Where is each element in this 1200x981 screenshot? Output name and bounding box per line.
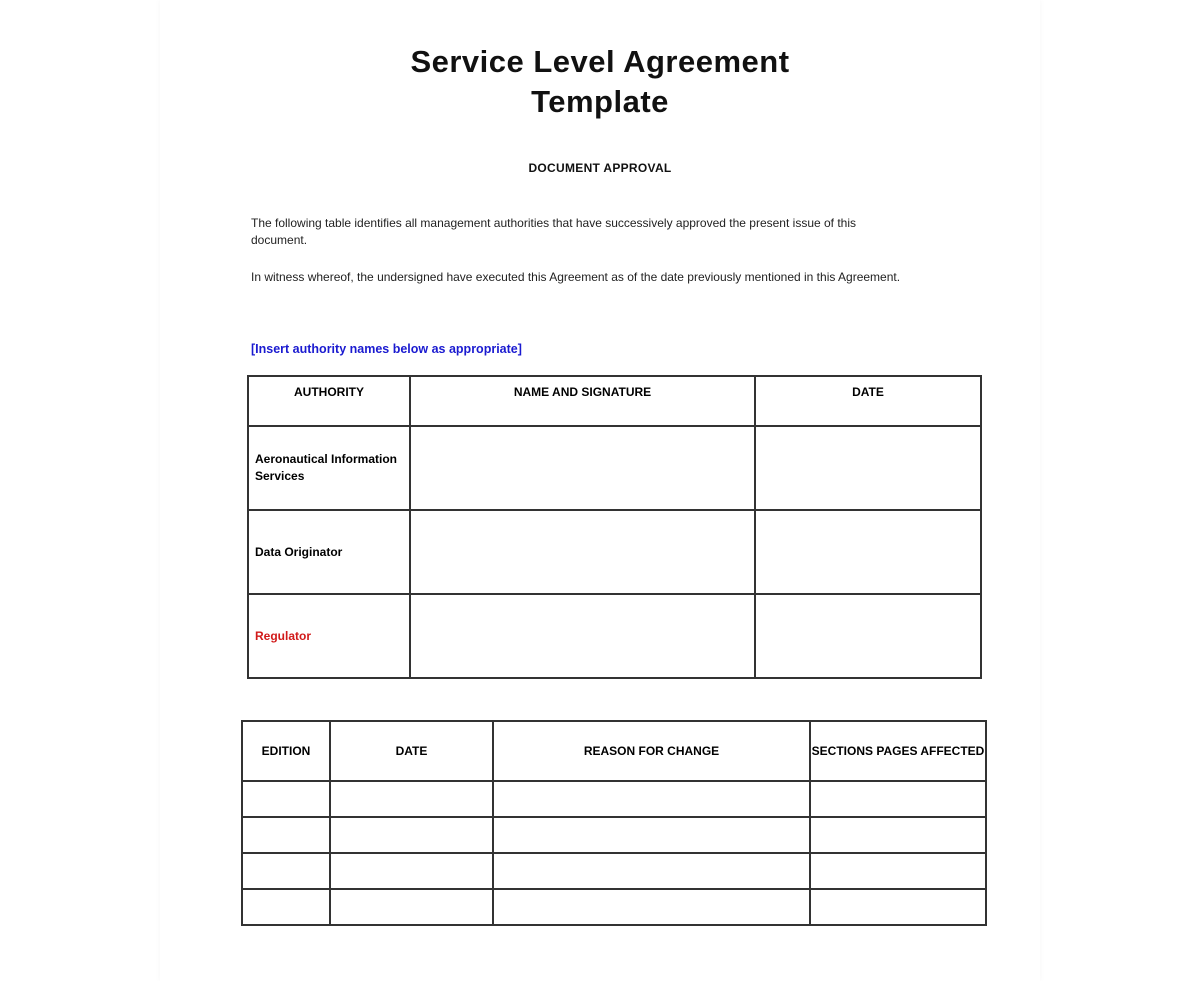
edition-field[interactable] — [242, 853, 330, 889]
title-line-2: Template — [531, 84, 669, 119]
name-signature-field[interactable] — [410, 510, 755, 594]
column-header-date: DATE — [755, 376, 981, 426]
table-row — [248, 426, 981, 510]
title-line-1: Service Level Agreement — [410, 44, 790, 79]
edition-field[interactable] — [242, 817, 330, 853]
date-field[interactable] — [330, 853, 493, 889]
sections-field[interactable] — [810, 817, 986, 853]
table-row — [242, 817, 986, 853]
table-row — [248, 510, 981, 594]
edition-field[interactable] — [242, 781, 330, 817]
authority-cell: Regulator — [248, 594, 410, 678]
edition-table-header-row — [242, 721, 986, 781]
date-field[interactable] — [330, 817, 493, 853]
date-field[interactable] — [755, 426, 981, 510]
instruction-note: [Insert authority names below as appropriate] — [251, 342, 522, 356]
sections-field[interactable] — [810, 853, 986, 889]
reason-field[interactable] — [493, 853, 810, 889]
sections-field[interactable] — [810, 781, 986, 817]
page-title — [160, 42, 1040, 122]
column-header-date: DATE — [330, 721, 493, 781]
column-header-edition: EDITION — [242, 721, 330, 781]
date-field[interactable] — [330, 781, 493, 817]
table-row — [242, 781, 986, 817]
edition-field[interactable] — [242, 889, 330, 925]
name-signature-field[interactable] — [410, 594, 755, 678]
name-signature-field[interactable] — [410, 426, 755, 510]
edition-history-table — [241, 720, 987, 926]
witness-paragraph: In witness whereof, the undersigned have executed this Agreement as of the date previously mentioned in this Agreement. — [251, 270, 901, 284]
intro-paragraph: The following table identifies all management authorities that have successively approved the present issue of this document. — [251, 216, 857, 247]
reason-field[interactable] — [493, 817, 810, 853]
column-header-sections: SECTIONS PAGES AFFECTED — [810, 721, 986, 781]
table-row — [242, 853, 986, 889]
authority-cell: Data Originator — [248, 510, 410, 594]
date-field[interactable] — [755, 594, 981, 678]
document-page — [160, 0, 1040, 981]
table-row — [242, 889, 986, 925]
reason-field[interactable] — [493, 781, 810, 817]
column-header-reason: REASON FOR CHANGE — [493, 721, 810, 781]
authority-cell: Aeronautical Information Services — [248, 426, 410, 510]
date-field[interactable] — [330, 889, 493, 925]
reason-field[interactable] — [493, 889, 810, 925]
approval-table-header-row — [248, 376, 981, 426]
sections-field[interactable] — [810, 889, 986, 925]
column-header-name-signature: NAME AND SIGNATURE — [410, 376, 755, 426]
table-row — [248, 594, 981, 678]
column-header-authority: AUTHORITY — [248, 376, 410, 426]
approval-table — [247, 375, 982, 679]
date-field[interactable] — [755, 510, 981, 594]
section-heading: DOCUMENT APPROVAL — [528, 161, 672, 175]
